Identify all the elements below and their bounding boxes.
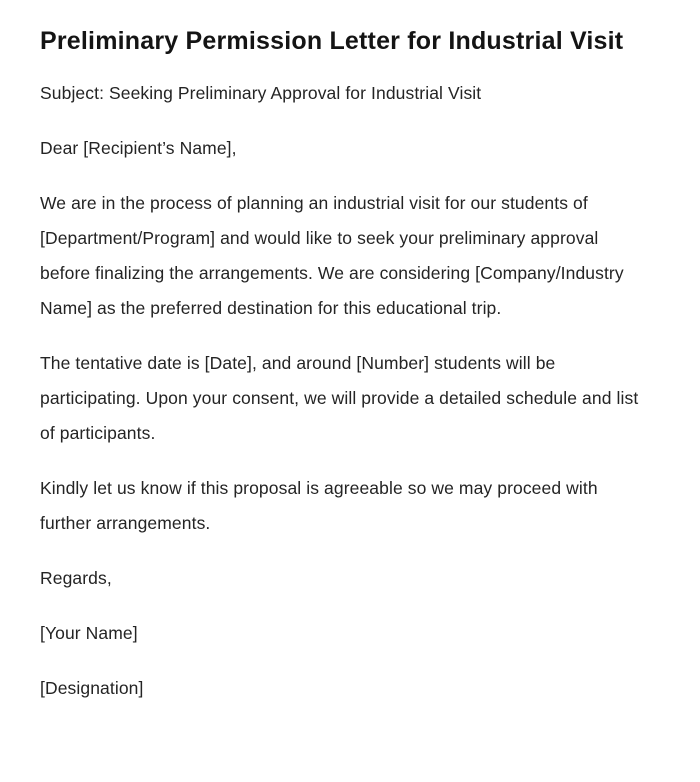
signature-designation: [Designation]: [40, 678, 144, 698]
signature-name: [Your Name]: [40, 623, 138, 643]
subject-line: Subject: Seeking Preliminary Approval for Industrial Visit: [40, 83, 482, 103]
page-title: Preliminary Permission Letter for Industrial Visit: [40, 27, 624, 55]
salutation: Dear [Recipient’s Name],: [40, 138, 237, 158]
letter-content: [40, 26, 640, 706]
paragraph-request: Kindly let us know if this proposal is agreeable so we may proceed with further arrangements.: [40, 478, 598, 533]
closing: Regards,: [40, 568, 112, 588]
paragraph-planning: We are in the process of planning an industrial visit for our students of [Department/Program] and would like to seek your preliminary approval before finalizing the arrangements. We are considering [Company/Industry Name] as the preferred destination for this educational trip.: [40, 193, 624, 318]
paragraph-tentative-date: The tentative date is [Date], and around [Number] students will be participating. Upon your consent, we will provide a detailed schedule and list of participants.: [40, 353, 639, 443]
